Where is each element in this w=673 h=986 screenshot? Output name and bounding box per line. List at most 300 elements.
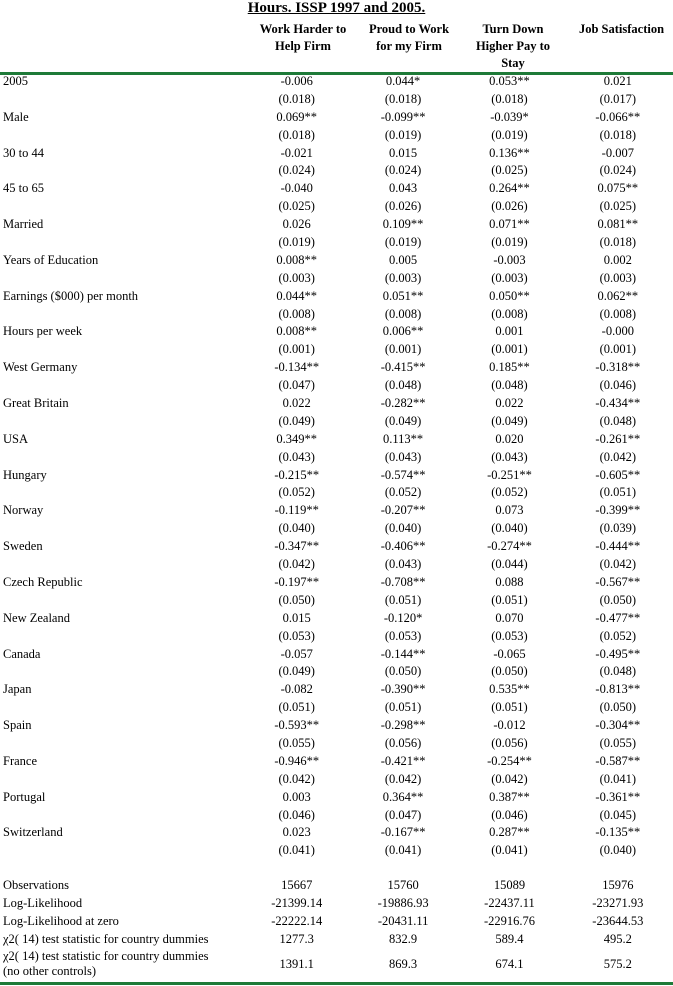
table-cell: 0.081**: [597, 217, 639, 232]
table-cell: (0.050): [599, 592, 637, 607]
table-cell: -0.282**: [380, 396, 426, 411]
table-cell: -0.144**: [380, 646, 426, 661]
coefficient-row: [0, 216, 673, 234]
standard-error-row: [0, 556, 673, 574]
table-cell: 0.044*: [385, 74, 421, 88]
coefficient-row: [0, 109, 673, 127]
table-cell: (0.042): [278, 771, 315, 786]
table-cell: (0.042): [491, 771, 528, 786]
table-cell: (0.048): [599, 413, 637, 428]
table-cell: (0.003): [278, 270, 315, 285]
coefficient-row: [0, 395, 673, 413]
column-header-line: Help Firm: [275, 39, 331, 53]
standard-error-row: [0, 234, 673, 252]
table-cell: (0.008): [278, 306, 315, 321]
table-cell: 0.051**: [382, 288, 424, 303]
table-cell: (0.017): [599, 91, 637, 106]
table-cell: (0.043): [384, 449, 422, 464]
table-cell: (0.051): [599, 485, 637, 500]
statistic-label-line: Observations: [3, 877, 69, 892]
table-cell: -0.066**: [595, 109, 641, 124]
table-cell: -0.197**: [274, 574, 320, 589]
row-label: Canada: [3, 646, 41, 661]
table-cell: 0.008**: [276, 324, 318, 339]
row-label: [0, 449, 244, 467]
row-label: [0, 556, 244, 574]
table-cell: 0.364**: [382, 789, 424, 804]
table-cell: (0.049): [491, 413, 528, 428]
row-label: [0, 198, 244, 216]
table-cell: 0.008**: [276, 252, 318, 267]
table-cell: 0.015: [389, 145, 418, 160]
statistic-label: [0, 948, 244, 981]
table-cell: (0.050): [278, 592, 315, 607]
row-label: Norway: [3, 503, 44, 518]
table-cell: (0.049): [384, 413, 422, 428]
coefficient-row: [0, 538, 673, 556]
table-cell: (0.018): [278, 91, 315, 106]
table-cell: (0.018): [599, 127, 637, 142]
statistic-row: [0, 876, 673, 894]
table-cell: -0.361**: [595, 789, 641, 804]
coefficient-row: [0, 824, 673, 842]
table-cell: (0.025): [599, 199, 637, 214]
table-cell: 0.006**: [382, 324, 424, 339]
table-cell: (0.041): [278, 843, 315, 858]
table-cell: (0.008): [384, 306, 422, 321]
column-header: [248, 21, 358, 55]
standard-error-row: [0, 91, 673, 109]
table-cell: 0.022: [495, 396, 524, 411]
coefficient-row: [0, 646, 673, 664]
table-cell: 0.185**: [489, 360, 530, 375]
statistic-row: [0, 894, 673, 912]
table-cell: (0.052): [491, 485, 528, 500]
row-label: [0, 413, 244, 431]
row-label: Hungary: [3, 467, 47, 482]
table-cell: (0.050): [599, 700, 637, 715]
coefficient-row: [0, 323, 673, 341]
coefficient-row: [0, 252, 673, 270]
statistic-value: 1277.3: [279, 931, 314, 946]
table-cell: -0.444**: [595, 539, 641, 554]
row-label: [0, 377, 244, 395]
statistic-value: 15976: [602, 877, 634, 892]
standard-error-row: [0, 270, 673, 288]
table-cell: -0.421**: [380, 753, 426, 768]
coefficient-row: [0, 288, 673, 306]
table-cell: -0.006: [280, 74, 313, 88]
row-label: Sweden: [3, 539, 43, 554]
row-label: Japan: [3, 682, 32, 697]
statistic-value: -22222.14: [271, 913, 323, 928]
table-cell: 0.113**: [383, 431, 424, 446]
table-cell: -0.477**: [595, 610, 641, 625]
column-header-line: Work Harder to: [259, 22, 347, 36]
standard-error-row: [0, 306, 673, 324]
row-label: [0, 234, 244, 252]
table-cell: (0.019): [278, 235, 315, 250]
table-cell: -0.040: [280, 181, 313, 196]
table-cell: (0.051): [491, 700, 528, 715]
statistic-value: -19886.93: [377, 895, 429, 910]
row-label: [0, 842, 244, 860]
standard-error-row: [0, 807, 673, 825]
table-cell: 0.026: [282, 217, 311, 232]
table-cell: 0.136**: [489, 145, 530, 160]
table-cell: -0.390**: [380, 682, 426, 697]
table-cell: 0.062**: [597, 288, 639, 303]
table-cell: 0.003: [282, 789, 311, 804]
table-cell: 0.287**: [489, 825, 530, 840]
table-cell: (0.050): [384, 664, 422, 679]
table-cell: (0.018): [491, 91, 528, 106]
row-label: 30 to 44: [3, 145, 44, 160]
statistic-value: -22437.11: [484, 895, 535, 910]
coefficient-row: [0, 681, 673, 699]
statistic-value: 589.4: [495, 931, 524, 946]
row-label: Male: [3, 109, 29, 124]
standard-error-row: [0, 484, 673, 502]
table-cell: -0.567**: [595, 574, 641, 589]
table-cell: -0.605**: [595, 467, 641, 482]
table-cell: -0.708**: [380, 574, 426, 589]
table-cell: (0.003): [491, 270, 528, 285]
table-cell: (0.041): [384, 843, 422, 858]
table-cell: -0.000: [601, 324, 634, 339]
table-cell: (0.040): [278, 521, 315, 536]
table-cell: 0.073: [495, 503, 524, 518]
column-header-line: Proud to Work: [368, 22, 450, 36]
table-cell: 0.088: [495, 574, 524, 589]
column-header: [354, 21, 464, 55]
table-cell: -0.304**: [595, 718, 641, 733]
row-label: [0, 484, 244, 502]
statistic-label-line: Log-Likelihood: [3, 895, 83, 910]
table-cell: (0.025): [278, 199, 315, 214]
table-cell: (0.019): [491, 235, 528, 250]
table-cell: -0.057: [280, 646, 313, 661]
row-label: [0, 735, 244, 753]
statistic-row: [0, 948, 673, 981]
table-cell: (0.051): [384, 700, 422, 715]
table-cell: -0.587**: [595, 753, 641, 768]
column-header: [570, 21, 673, 38]
table-cell: 0.002: [603, 252, 632, 267]
table-cell: -0.593**: [274, 718, 320, 733]
row-label: [0, 306, 244, 324]
table-cell: (0.048): [384, 378, 422, 393]
table-cell: -0.007: [601, 145, 634, 160]
column-header-line: for my Firm: [376, 39, 442, 53]
table-cell: 0.021: [603, 74, 632, 88]
table-cell: (0.040): [384, 521, 422, 536]
table-cell: 0.071**: [489, 217, 530, 232]
table-cell: (0.044): [491, 557, 528, 572]
statistic-value: 575.2: [603, 957, 632, 971]
table-cell: (0.019): [384, 127, 422, 142]
table-cell: (0.052): [384, 485, 422, 500]
table-cell: (0.053): [278, 628, 315, 643]
statistic-label-line: χ2( 14) test statistic for country dummies: [3, 949, 209, 963]
row-label: Married: [3, 217, 44, 232]
standard-error-row: [0, 413, 673, 431]
table-cell: -0.574**: [380, 467, 426, 482]
table-cell: (0.024): [384, 163, 422, 178]
statistic-value: -23644.53: [592, 913, 644, 928]
table-cell: 0.069**: [276, 109, 318, 124]
statistic-value: -22916.76: [483, 913, 535, 928]
table-cell: (0.041): [599, 771, 637, 786]
table-cell: -0.274**: [487, 539, 532, 554]
table-cell: (0.055): [278, 735, 315, 750]
table-cell: -0.120*: [383, 610, 423, 625]
row-label: [0, 699, 244, 717]
table-cell: (0.052): [599, 628, 637, 643]
table-cell: -0.207**: [380, 503, 426, 518]
standard-error-row: [0, 592, 673, 610]
table-cell: 0.349**: [276, 431, 318, 446]
statistic-value: 15760: [387, 877, 419, 892]
statistic-value: -23271.93: [592, 895, 644, 910]
table-cell: -0.434**: [595, 396, 641, 411]
table-cell: -0.065: [493, 646, 526, 661]
table-cell: (0.047): [384, 807, 422, 822]
table-cell: (0.024): [599, 163, 637, 178]
table-cell: (0.001): [599, 342, 637, 357]
row-label: [0, 270, 244, 288]
column-header-line: Stay: [501, 56, 525, 70]
row-label: Great Britain: [3, 396, 69, 411]
standard-error-row: [0, 127, 673, 145]
table-cell: 0.001: [495, 324, 524, 339]
table-cell: (0.008): [491, 306, 528, 321]
table-cell: 0.015: [282, 610, 311, 625]
table-cell: (0.018): [384, 91, 422, 106]
statistic-row: [0, 912, 673, 930]
row-label: [0, 162, 244, 180]
row-label: [0, 520, 244, 538]
row-label: [0, 628, 244, 646]
coefficient-row: [0, 717, 673, 735]
table-cell: (0.055): [599, 735, 637, 750]
table-cell: -0.318**: [595, 360, 641, 375]
table-cell: 0.070: [495, 610, 524, 625]
table-cell: -0.099**: [380, 109, 426, 124]
table-cell: (0.003): [599, 270, 637, 285]
table-cell: -0.167**: [380, 825, 426, 840]
table-cell: 0.023: [282, 825, 311, 840]
table-cell: (0.026): [384, 199, 422, 214]
table-cell: (0.056): [491, 735, 528, 750]
statistic-value: 674.1: [495, 957, 524, 971]
standard-error-row: [0, 842, 673, 860]
row-label: Hours per week: [3, 324, 83, 339]
table-cell: (0.019): [384, 235, 422, 250]
table-cell: (0.041): [491, 843, 528, 858]
table-cell: 0.387**: [489, 789, 530, 804]
column-header-line: Job Satisfaction: [578, 22, 665, 36]
table-cell: 0.075**: [597, 181, 639, 196]
row-label: Switzerland: [3, 825, 63, 840]
table-cell: (0.040): [491, 521, 528, 536]
table-cell: (0.042): [599, 557, 637, 572]
coefficient-row: [0, 610, 673, 628]
row-label: [0, 771, 244, 789]
table-cell: (0.043): [384, 557, 422, 572]
table-cell: 0.535**: [489, 682, 530, 697]
coefficient-row: [0, 359, 673, 377]
table-cell: -0.039*: [490, 109, 529, 124]
table-title: Hours. ISSP 1997 and 2005.: [247, 0, 426, 16]
table-cell: (0.052): [278, 485, 315, 500]
row-label: [0, 663, 244, 681]
table-cell: (0.042): [278, 557, 315, 572]
statistic-label: [0, 876, 244, 894]
table-cell: (0.051): [384, 592, 422, 607]
table-cell: (0.026): [491, 199, 528, 214]
statistic-row: [0, 930, 673, 948]
column-header: [463, 21, 563, 72]
row-label: 2005: [3, 74, 28, 88]
table-cell: 0.020: [495, 431, 524, 446]
table-cell: (0.053): [384, 628, 422, 643]
row-label: New Zealand: [3, 610, 70, 625]
table-cell: 0.050**: [489, 288, 530, 303]
row-label: Earnings ($000) per month: [3, 288, 139, 303]
standard-error-row: [0, 628, 673, 646]
table-cell: (0.049): [278, 413, 315, 428]
standard-error-row: [0, 699, 673, 717]
table-cell: -0.021: [280, 145, 313, 160]
row-label: [0, 341, 244, 359]
standard-error-row: [0, 341, 673, 359]
table-cell: -0.119**: [274, 503, 319, 518]
table-cell: 0.264**: [489, 181, 530, 196]
coefficient-row: [0, 180, 673, 198]
table-cell: (0.043): [278, 449, 315, 464]
statistic-value: 869.3: [389, 957, 418, 971]
table-cell: -0.254**: [487, 753, 532, 768]
coefficient-row: [0, 502, 673, 520]
standard-error-row: [0, 377, 673, 395]
statistic-label-line: Log-Likelihood at zero: [3, 913, 119, 928]
coefficient-row: [0, 431, 673, 449]
table-cell: (0.040): [599, 843, 637, 858]
table-cell: -0.251**: [487, 467, 532, 482]
coefficient-row: [0, 789, 673, 807]
row-label: Czech Republic: [3, 574, 83, 589]
table-cell: (0.049): [278, 664, 315, 679]
table-cell: (0.045): [599, 807, 637, 822]
table-cell: -0.399**: [595, 503, 641, 518]
table-cell: (0.051): [491, 592, 528, 607]
regression-table-body: [0, 73, 673, 860]
table-cell: -0.134**: [274, 360, 320, 375]
row-label: 45 to 65: [3, 181, 44, 196]
standard-error-row: [0, 520, 673, 538]
table-cell: -0.215**: [274, 467, 320, 482]
table-cell: -0.135**: [595, 825, 641, 840]
statistic-value: 495.2: [603, 931, 632, 946]
row-label: USA: [3, 431, 29, 446]
table-cell: (0.047): [278, 378, 315, 393]
table-cell: (0.039): [599, 521, 637, 536]
coefficient-row: [0, 467, 673, 485]
row-label: France: [3, 753, 38, 768]
row-label: [0, 592, 244, 610]
column-header-line: Turn Down: [482, 22, 544, 36]
table-cell: -0.003: [493, 252, 526, 267]
table-cell: 0.022: [282, 396, 311, 411]
table-cell: (0.003): [384, 270, 422, 285]
table-cell: (0.051): [278, 700, 315, 715]
row-label: Spain: [3, 718, 32, 733]
row-label: [0, 807, 244, 825]
table-cell: (0.048): [599, 664, 637, 679]
statistic-label-line: χ2( 14) test statistic for country dummies: [3, 931, 209, 946]
table-cell: 0.005: [389, 252, 418, 267]
table-cell: (0.042): [384, 771, 422, 786]
statistic-value: 15667: [281, 877, 313, 892]
standard-error-row: [0, 198, 673, 216]
table-cell: (0.050): [491, 664, 528, 679]
summary-statistics: [0, 876, 673, 981]
table-cell: (0.001): [384, 342, 422, 357]
table-cell: (0.025): [491, 163, 528, 178]
statistic-label: [0, 912, 244, 930]
statistic-label-line: (no other controls): [3, 964, 97, 978]
table-cell: (0.018): [278, 127, 315, 142]
row-label: [0, 127, 244, 145]
table-cell: (0.018): [599, 235, 637, 250]
table-cell: 0.053**: [489, 74, 530, 88]
table-cell: -0.298**: [380, 718, 426, 733]
table-cell: -0.012: [493, 718, 526, 733]
row-label: West Germany: [3, 360, 78, 375]
table-cell: (0.046): [278, 807, 315, 822]
standard-error-row: [0, 771, 673, 789]
standard-error-row: [0, 162, 673, 180]
table-cell: -0.946**: [274, 753, 320, 768]
statistic-value: 832.9: [389, 931, 418, 946]
statistic-label: [0, 930, 244, 948]
standard-error-row: [0, 735, 673, 753]
coefficient-row: [0, 73, 673, 91]
row-label: Portugal: [3, 789, 46, 804]
table-cell: (0.001): [491, 342, 528, 357]
table-cell: (0.019): [491, 127, 528, 142]
table-cell: (0.048): [491, 378, 528, 393]
table-cell: (0.043): [491, 449, 528, 464]
statistic-value: 15089: [493, 877, 526, 892]
table-cell: (0.053): [491, 628, 528, 643]
statistic-value: -20431.11: [377, 913, 429, 928]
table-cell: (0.042): [599, 449, 637, 464]
table-cell: -0.347**: [274, 539, 320, 554]
table-cell: (0.024): [278, 163, 315, 178]
table-cell: -0.406**: [380, 539, 426, 554]
table-cell: 0.109**: [382, 217, 424, 232]
table-cell: (0.001): [278, 342, 315, 357]
table-cell: (0.008): [599, 306, 637, 321]
table-cell: 0.043: [389, 181, 418, 196]
table-cell: -0.813**: [595, 682, 641, 697]
table-cell: -0.495**: [595, 646, 641, 661]
statistic-label: [0, 894, 244, 912]
coefficient-row: [0, 574, 673, 592]
table-cell: -0.261**: [595, 431, 641, 446]
